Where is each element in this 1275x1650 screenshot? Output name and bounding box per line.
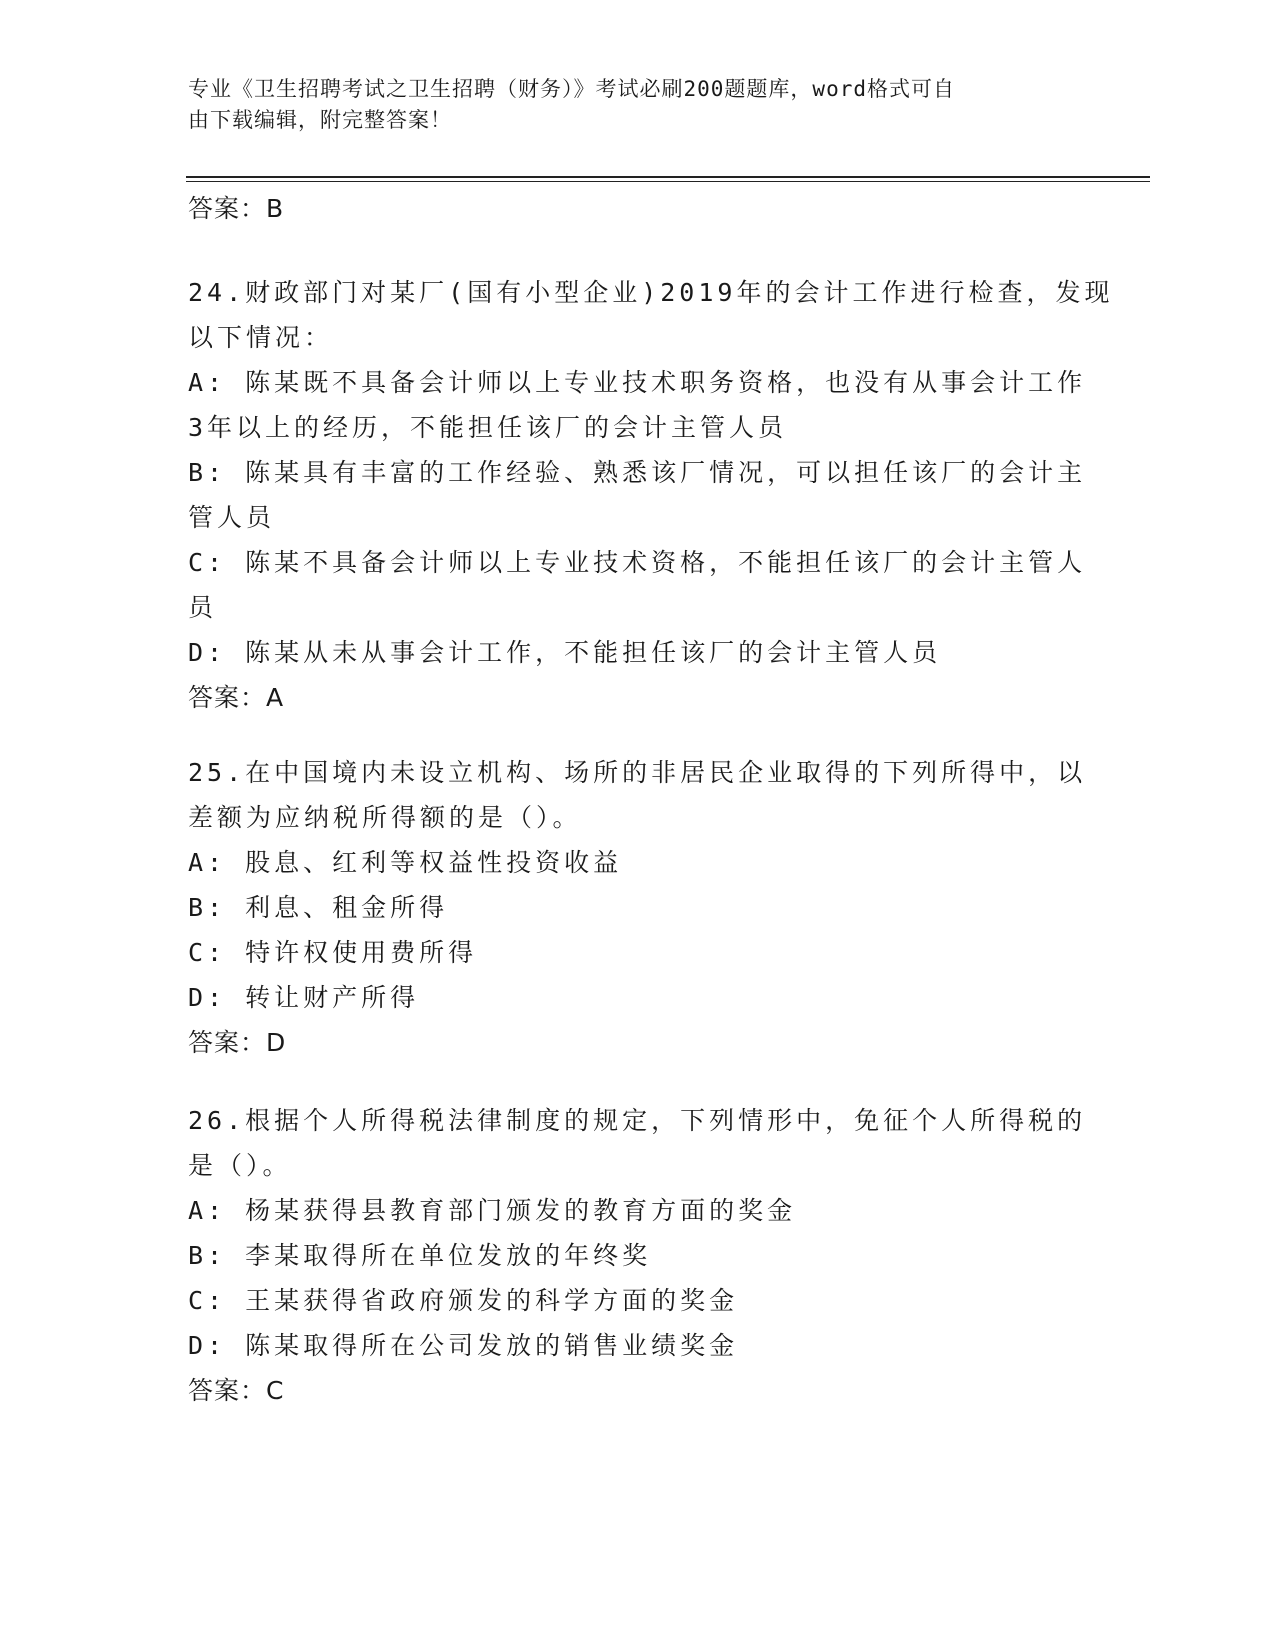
answer: 答案：D bbox=[188, 1028, 287, 1057]
header-line-1: 专业《卫生招聘考试之卫生招聘（财务）》考试必刷200题题库，word格式可自 bbox=[188, 77, 955, 101]
document-header bbox=[188, 74, 1088, 136]
header-rule-thick bbox=[186, 176, 1150, 178]
question-stem-line: 24.财政部门对某厂(国有小型企业)2019年的会计工作进行检查，发现 bbox=[188, 278, 1114, 307]
option-b: B: 李某取得所在单位发放的年终奖 bbox=[188, 1241, 652, 1270]
previous-answer-block bbox=[188, 186, 1088, 231]
header-rule-thin bbox=[186, 181, 1150, 182]
option-c: C: 特许权使用费所得 bbox=[188, 938, 478, 967]
option-a-continued: 3年以上的经历，不能担任该厂的会计主管人员 bbox=[188, 413, 788, 442]
option-b: B: 利息、租金所得 bbox=[188, 893, 449, 922]
option-a: A: 杨某获得县教育部门颁发的教育方面的奖金 bbox=[188, 1196, 797, 1225]
option-a: A: 股息、红利等权益性投资收益 bbox=[188, 848, 623, 877]
option-d: D: 转让财产所得 bbox=[188, 983, 420, 1012]
question-stem-line: 是（）。 bbox=[188, 1151, 292, 1180]
question-26 bbox=[188, 1098, 1088, 1413]
option-a: A: 陈某既不具备会计师以上专业技术职务资格，也没有从事会计工作 bbox=[188, 368, 1087, 397]
option-d: D: 陈某取得所在公司发放的销售业绩奖金 bbox=[188, 1331, 739, 1360]
header-line-2: 由下载编辑，附完整答案！ bbox=[188, 108, 452, 132]
option-b-continued: 管人员 bbox=[188, 503, 276, 532]
question-stem-line: 以下情况： bbox=[188, 323, 334, 352]
answer: 答案：C bbox=[188, 1376, 285, 1405]
question-stem-line: 26.根据个人所得税法律制度的规定，下列情形中，免征个人所得税的 bbox=[188, 1106, 1087, 1135]
option-d: D: 陈某从未从事会计工作，不能担任该厂的会计主管人员 bbox=[188, 638, 942, 667]
option-c-continued: 员 bbox=[188, 593, 218, 622]
question-stem-line: 25.在中国境内未设立机构、场所的非居民企业取得的下列所得中，以 bbox=[188, 758, 1087, 787]
question-stem-line: 差额为应纳税所得额的是（）。 bbox=[188, 803, 582, 832]
option-b: B: 陈某具有丰富的工作经验、熟悉该厂情况，可以担任该厂的会计主 bbox=[188, 458, 1087, 487]
answer: 答案：A bbox=[188, 683, 285, 712]
question-24 bbox=[188, 270, 1114, 720]
previous-answer: 答案：B bbox=[188, 194, 285, 223]
option-c: C: 陈某不具备会计师以上专业技术资格，不能担任该厂的会计主管人 bbox=[188, 548, 1087, 577]
option-c: C: 王某获得省政府颁发的科学方面的奖金 bbox=[188, 1286, 739, 1315]
question-25 bbox=[188, 750, 1088, 1065]
